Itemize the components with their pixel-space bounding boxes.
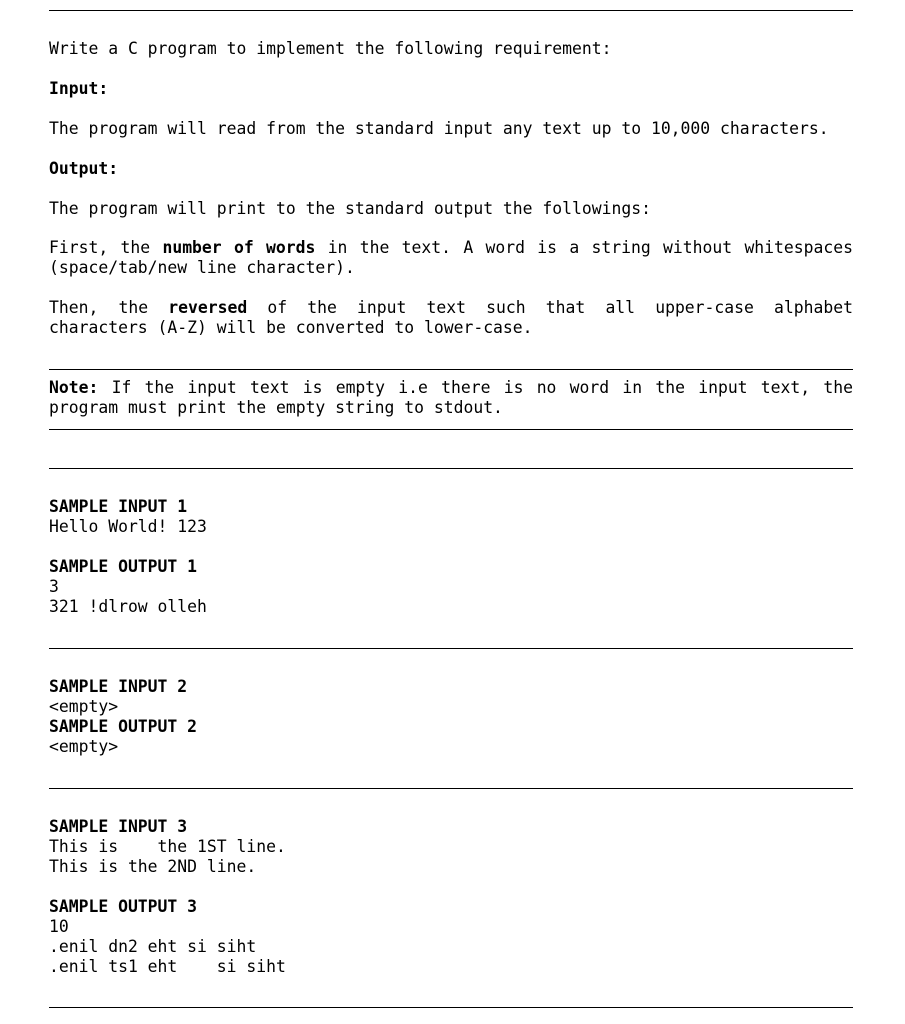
sample-2-input-line-1: <empty> [49,697,119,716]
divider-top [49,10,853,11]
sample-1-input-label: SAMPLE INPUT 1 [49,497,188,516]
first-requirement-line2: (space/tab/new line character). [49,258,355,277]
note-line1 [49,378,853,398]
sample-1-output-line-2: 321 !dlrow olleh [49,597,207,616]
divider-samples-start [49,468,853,469]
first-post: in the text. A word is a string without whitespaces [315,238,853,257]
then-post: of the input text such that all upper-case alphabet [247,298,853,317]
sample-2-output-label: SAMPLE OUTPUT 2 [49,717,198,736]
then-requirement-line1 [49,298,853,318]
output-description: The program will print to the standard output the followings: [49,199,651,218]
first-bold-term: number of words [162,238,316,257]
sample-2-input-label: SAMPLE INPUT 2 [49,677,188,696]
divider-sample-2 [49,788,853,789]
first-pre: First, the [49,238,163,257]
sample-1-output-line-1: 3 [49,577,59,596]
intro-text: Write a C program to implement the following requirement: [49,39,612,58]
sample-3-output-label: SAMPLE OUTPUT 3 [49,897,198,916]
then-requirement-line2: characters (A-Z) will be converted to lower-case. [49,318,533,337]
input-heading: Input: [49,79,109,98]
then-pre: Then, the [49,298,169,317]
sample-1-input-line-1: Hello World! 123 [49,517,207,536]
sample-2-output-line-1: <empty> [49,737,119,756]
note-label: Note: [49,378,99,397]
then-bold-term: reversed [168,298,248,317]
sample-3-output-line-2: .enil dn2 eht si siht [49,937,257,956]
first-requirement-line1 [49,238,853,258]
sample-3-input-line-2: This is the 2ND line. [49,857,257,876]
note-text-1: If the input text is empty i.e there is no word in the input text, the [98,378,853,397]
divider-note-bottom [49,429,853,430]
sample-1-output-label: SAMPLE OUTPUT 1 [49,557,198,576]
sample-3-input-label: SAMPLE INPUT 3 [49,817,188,836]
sample-3-output-line-1: 10 [49,917,69,936]
divider-sample-1 [49,648,853,649]
divider-note-top [49,369,853,370]
sample-3-output-line-3: .enil ts1 eht si siht [49,957,286,976]
divider-bottom [49,1007,853,1008]
sample-3-input-line-1: This is the 1ST line. [49,837,286,856]
note-line2: program must print the empty string to stdout. [49,398,503,417]
input-description: The program will read from the standard input any text up to 10,000 characters. [49,119,829,138]
output-heading: Output: [49,159,119,178]
